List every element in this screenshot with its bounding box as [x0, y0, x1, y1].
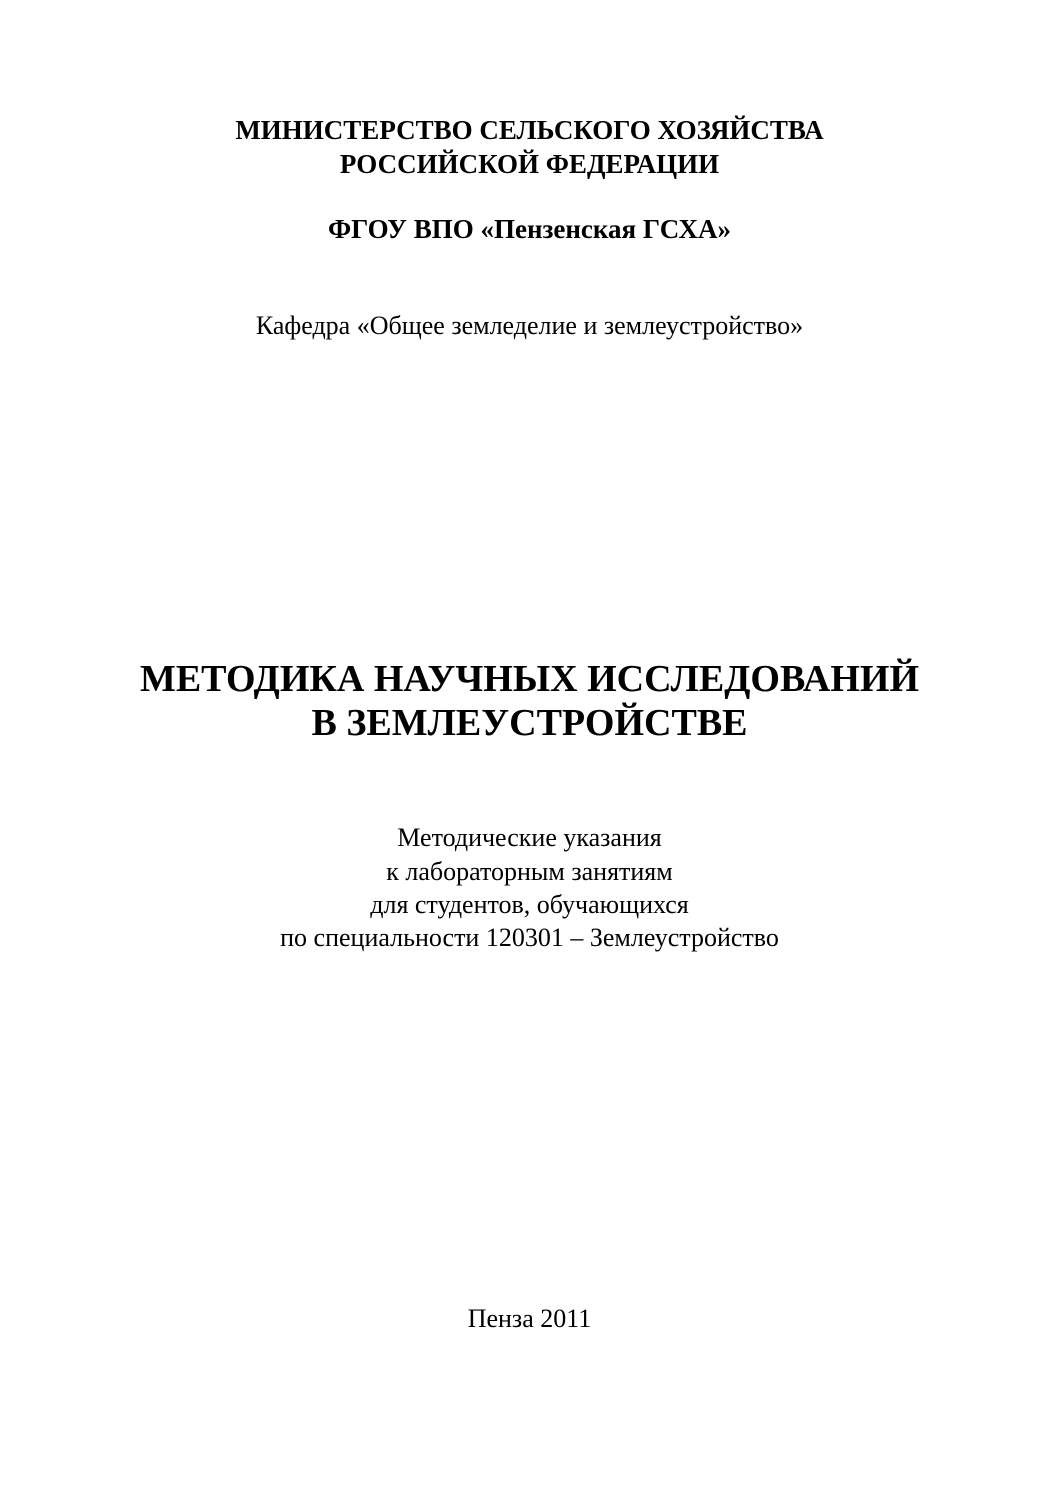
ministry-line-2: РОССИЙСКОЙ ФЕДЕРАЦИИ — [339, 149, 720, 179]
city-year: Пенза 2011 — [467, 1304, 592, 1333]
subtitle-line: Методические указания — [397, 823, 662, 852]
subtitle-line: к лабораторным занятиям — [386, 857, 673, 886]
title-line-2: В ЗЕМЛЕУСТРОЙСТВЕ — [311, 702, 748, 744]
institution-name: ФГОУ ВПО «Пензенская ГСХА» — [327, 214, 732, 244]
subtitle-line: по специальности 120301 – Землеустройство — [280, 923, 779, 952]
subtitle-line: для студентов, обучающихся — [370, 890, 689, 919]
ministry-line-1: МИНИСТЕРСТВО СЕЛЬСКОГО ХОЗЯЙСТВА — [235, 115, 824, 145]
title-line-1: МЕТОДИКА НАУЧНЫХ ИССЛЕДОВАНИЙ — [139, 658, 920, 700]
department-name: Кафедра «Общее земледелие и землеустройство» — [255, 311, 804, 340]
